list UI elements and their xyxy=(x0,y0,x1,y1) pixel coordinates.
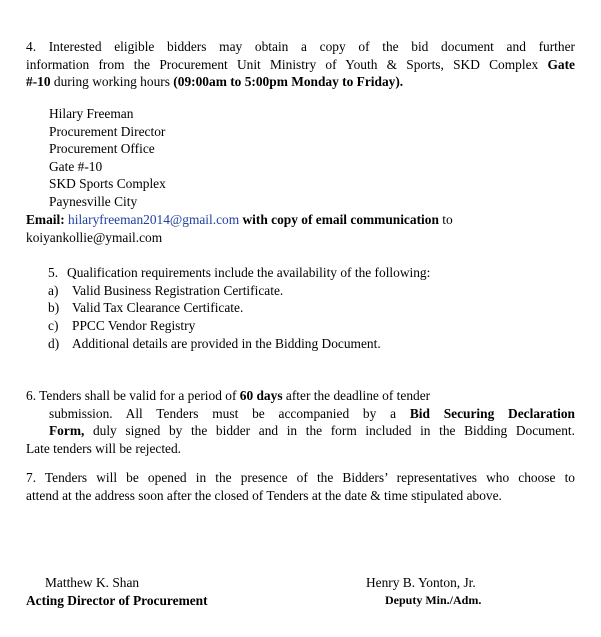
working-hours: (09:00am to 5:00pm Monday to Friday). xyxy=(173,74,404,90)
paragraph-7 xyxy=(26,469,575,504)
list-item xyxy=(48,299,430,317)
email-link[interactable]: hilaryfreeman2014@gmail.com xyxy=(68,212,240,227)
qualifications-intro-text: Qualification requirements include the availability of the following: xyxy=(67,265,431,280)
email-copy-text: with copy of email communication xyxy=(242,212,439,227)
bid-securing-declaration: Bid Securing Declaration xyxy=(409,405,575,421)
para4-line3 xyxy=(26,73,575,91)
email-label: Email: xyxy=(26,212,65,227)
para6-text: duly signed by the bidder and in the form included in the Bidding Document. xyxy=(84,423,575,439)
email-line xyxy=(26,211,575,229)
gate-label: Gate xyxy=(547,56,575,72)
list-item-text: PPCC Vendor Registry xyxy=(72,318,196,334)
qualifications-number: 5. xyxy=(48,265,59,280)
para7-line1: 7. Tenders will be opened in the presence of the Bidders’ representatives who choose to xyxy=(26,470,575,485)
paragraph-4 xyxy=(26,38,575,91)
address-line: SKD Sports Complex xyxy=(49,176,166,192)
para6-text: submission. All Tenders must be accompanied by a xyxy=(49,405,410,421)
para6-line4: Late tenders will be rejected. xyxy=(26,440,182,456)
second-email[interactable]: koiyankollie@ymail.com xyxy=(26,229,163,245)
list-marker: b) xyxy=(48,300,60,316)
right-signatory-title: Deputy Min./Adm. xyxy=(385,593,482,607)
para4-line3-text: during working hours xyxy=(50,74,174,90)
gate-number: #-10 xyxy=(26,74,51,90)
email-block xyxy=(26,211,575,246)
list-marker: c) xyxy=(48,318,59,334)
para4-line2 xyxy=(26,56,575,74)
para6-line2 xyxy=(26,405,575,423)
list-item xyxy=(48,335,430,353)
list-marker: d) xyxy=(48,335,60,351)
list-marker: a) xyxy=(48,282,59,298)
para6-text: 6. Tenders shall be valid for a period of xyxy=(26,388,240,403)
para6-text: after the deadline of tender xyxy=(282,388,431,403)
list-item-text: Additional details are provided in the Bidding Document. xyxy=(72,335,381,351)
address-block xyxy=(49,105,166,211)
list-item-text: Valid Tax Clearance Certificate. xyxy=(72,300,244,316)
form-label: Form, xyxy=(49,423,85,439)
para4-line1: 4. Interested eligible bidders may obtain a copy of the bid document and further xyxy=(26,39,575,54)
address-line: Procurement Director xyxy=(49,123,166,139)
validity-days: 60 days xyxy=(239,388,283,403)
address-line: Paynesville City xyxy=(49,193,138,209)
right-signatory-name: Henry B. Yonton, Jr. xyxy=(366,575,476,590)
para6-line1 xyxy=(26,387,575,405)
list-item xyxy=(48,282,430,300)
list-item xyxy=(48,317,430,335)
address-line: Hilary Freeman xyxy=(49,106,134,121)
left-signatory-title: Acting Director of Procurement xyxy=(26,593,208,608)
qualifications-intro xyxy=(48,264,430,282)
left-signatory-name: Matthew K. Shan xyxy=(45,575,140,590)
para6-line3 xyxy=(26,422,575,440)
para4-line2-text: information from the Procurement Unit Ministry of Youth & Sports, SKD Complex xyxy=(26,56,539,72)
paragraph-6 xyxy=(26,387,575,457)
list-item-text: Valid Business Registration Certificate. xyxy=(72,282,284,298)
email-to: to xyxy=(442,212,453,227)
para7-line2: attend at the address soon after the closed of Tenders at the date & time stipulated above. xyxy=(26,487,502,503)
address-line: Gate #-10 xyxy=(49,158,103,174)
qualifications-list xyxy=(48,264,430,352)
address-line: Procurement Office xyxy=(49,141,155,157)
